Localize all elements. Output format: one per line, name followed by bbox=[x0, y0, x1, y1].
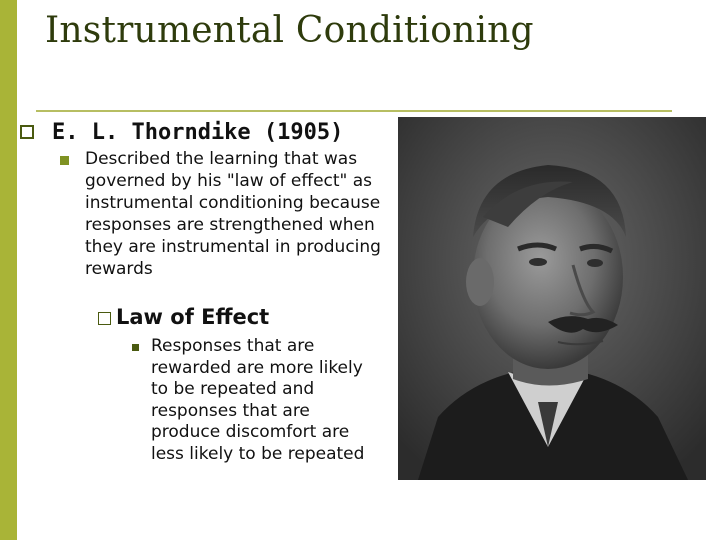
filled-square-bullet-icon bbox=[60, 156, 69, 165]
title-divider bbox=[36, 110, 672, 112]
law-of-effect-detail: Responses that are rewarded are more likely to be repeated and responses that are produce discomfort are less likely to be repeated bbox=[151, 336, 365, 464]
hollow-square-bullet-icon bbox=[98, 312, 111, 325]
thorndike-heading: E. L. Thorndike (1905) bbox=[52, 120, 344, 145]
law-of-effect-heading: Law of Effect bbox=[116, 305, 270, 329]
left-accent-bar bbox=[0, 0, 17, 540]
small-square-bullet-icon bbox=[132, 344, 139, 351]
slide-title: Instrumental Conditioning bbox=[45, 10, 534, 51]
description-text: Described the learning that was governed by his "law of effect" as instrumental conditioning because responses are strengthened when they are instrumental in producing rewards bbox=[85, 149, 381, 279]
thorndike-portrait-photo bbox=[398, 117, 706, 480]
hollow-square-bullet-icon bbox=[20, 125, 34, 139]
